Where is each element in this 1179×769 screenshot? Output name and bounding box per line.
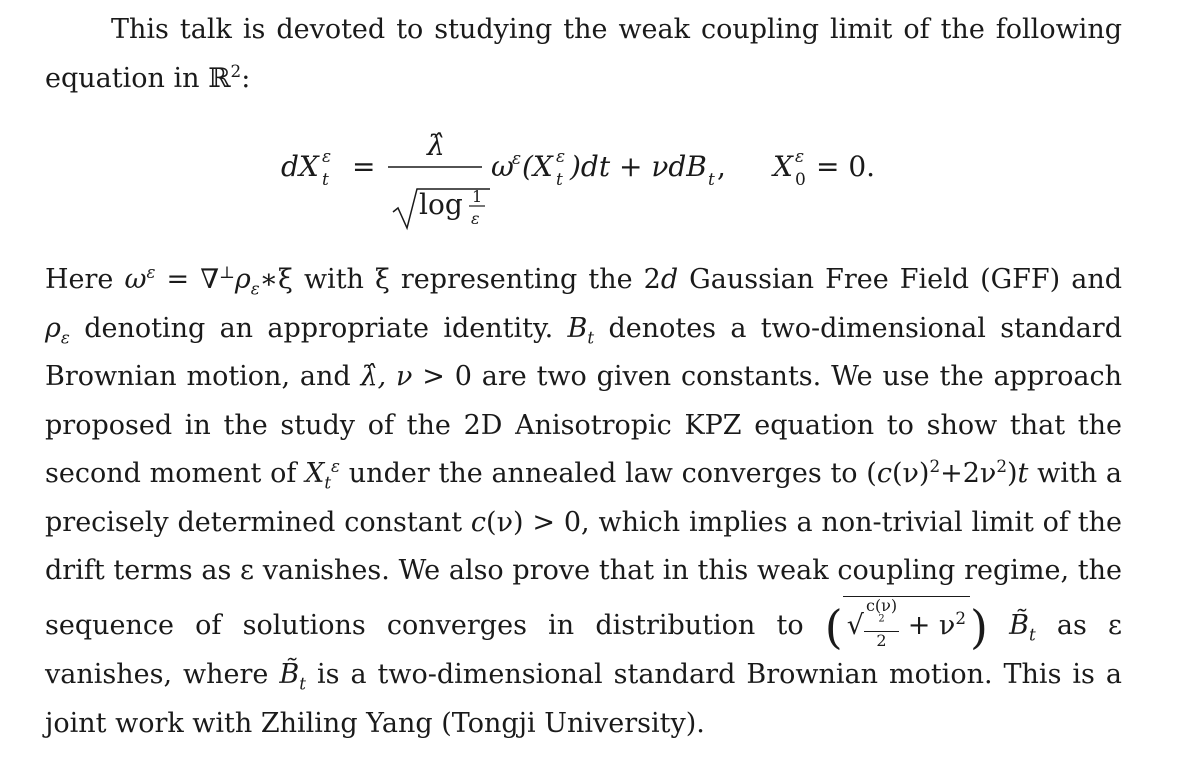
eq-rhs-rest-sub: t	[708, 170, 715, 190]
eq-log: log	[419, 188, 463, 221]
eq-omega-arg: (X	[522, 150, 553, 183]
eq-den-frac-den: ε	[471, 209, 480, 228]
intro-text: This talk is devoted to studying the weak coupling limit of the following equation in	[45, 14, 1122, 94]
sqrt-expression: √ c(ν) $^2$ 2 + $\nu^2$	[843, 596, 970, 649]
left-paren: (	[824, 599, 843, 654]
eq-equals: =	[352, 150, 376, 183]
eq-lhs-sup: ε	[322, 147, 332, 167]
eq-omega-sup: ε	[512, 149, 522, 169]
abstract-paragraph: Here $\omega^\varepsilon$ = $\nabla^\perp\rho_\varepsilon∗\xi$ with ξ representing the 2d Gaussian Free Field (GFF) and $\rho_\varepsilon$ denoting an appropriate identity. $B_t$ denotes a two-dimensional standard Brownian motion, and λ̂, ν > 0 are two given constants. We use the approach proposed in the study of the 2D Anisotropic KPZ equation to show that the second moment of $X_t^\varepsilon$ under the annealed law converges to $(c(\nu)^2+2\nu^2)t$ with a precisely determined constant c(ν) > 0, which implies a non-trivial limit of the drift terms as ε vanishes. We also prove that in this weak coupling regime, the sequence of solutions converges in distribution to ( √ c(ν) $^2$ 2 + $\nu^2$) $B̃_t$ as ε vanishes, where $B̃_t$ is a two-dimensional standard Brownian motion. This is a joint work with Zhiling Yang (Tongji University).	[45, 262, 1122, 739]
eq-init-sup: ε	[795, 147, 805, 167]
eq-init-sub: 0	[795, 170, 806, 190]
eq-lhs-sub: t	[322, 170, 329, 190]
eq-comma: ,	[717, 150, 726, 183]
eq-omega-arg-sup: ε	[556, 147, 566, 167]
eq-omega-arg-sub: t	[556, 170, 563, 190]
sde-equation	[0, 118, 1179, 236]
eq-lhs: dX	[281, 150, 319, 183]
real-plane-symbol: ℝ	[208, 62, 231, 94]
inline-fraction: c(ν) $^2$ 2	[865, 595, 898, 650]
eq-rhs-rest: )dt + νdB	[570, 150, 707, 183]
eq-init-x: X	[773, 150, 793, 183]
eq-omega: ω	[491, 150, 514, 183]
intro-paragraph	[45, 6, 1122, 103]
eq-init-val: = 0.	[816, 150, 876, 183]
dimension-exponent: 2	[230, 60, 242, 81]
right-paren: )	[969, 599, 988, 654]
intro-colon: :	[241, 62, 251, 94]
eq-den-frac-num: 1	[472, 187, 483, 206]
eq-lambda-hat: λ̂	[427, 129, 445, 162]
